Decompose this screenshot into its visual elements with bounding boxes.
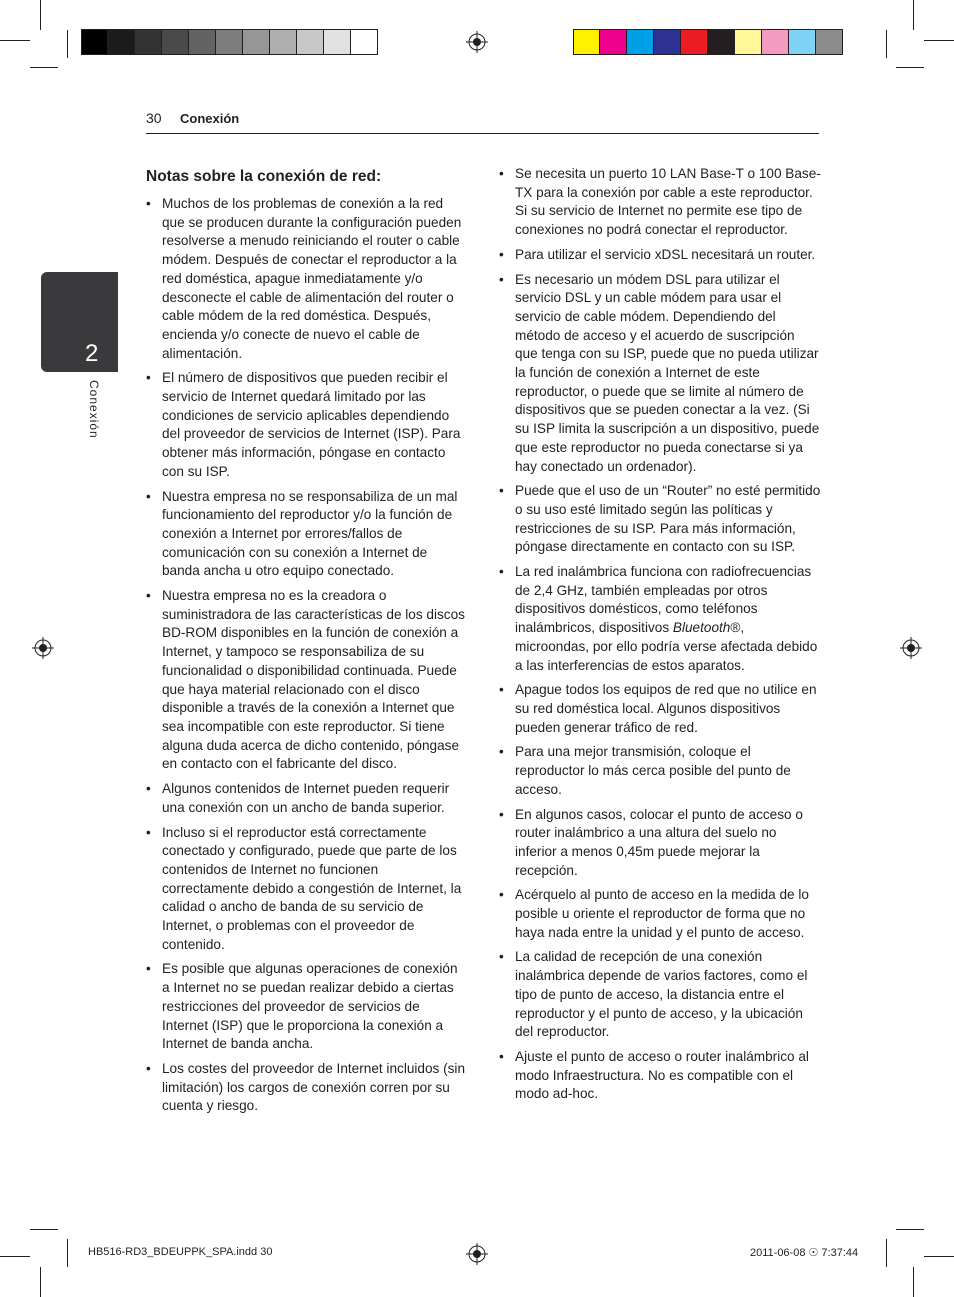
color-swatch (600, 29, 627, 55)
color-swatch (243, 29, 270, 55)
left-bullet-list (146, 195, 468, 1116)
chapter-number: 2 (85, 340, 99, 367)
section-title: Conexión (180, 111, 240, 126)
bullet-item: • Puede que el uso de un “Router” no esté permitido o su uso esté limitado según las políticas y restricciones de su ISP. Para más información, póngase directamente en contacto con su ISP. (499, 482, 821, 557)
registration-mark-icon (466, 31, 488, 53)
grayscale-color-bar (81, 29, 378, 55)
bullet-item: • Los costes del proveedor de Internet incluidos (sin limitación) los cargos de conexión corren por su cuenta y riesgo. (146, 1060, 468, 1116)
bullet-item: • Algunos contenidos de Internet pueden requerir una conexión con un ancho de banda superior. (146, 780, 468, 817)
chapter-tab (41, 272, 118, 372)
color-swatch (816, 29, 843, 55)
color-swatch (216, 29, 243, 55)
registration-mark-icon (466, 1243, 488, 1265)
bullet-item: • El número de dispositivos que pueden recibir el servicio de Internet quedará limitado por las condiciones de servicio aplicables dependiendo del proveedor de servicios de Internet (ISP). Para obtener más información, póngase en contacto con su ISP. (146, 369, 468, 481)
crop-mark (924, 40, 954, 41)
color-swatch (735, 29, 762, 55)
color-swatch (81, 29, 108, 55)
page-number: 30 (146, 110, 162, 126)
bullet-item: • Apague todos los equipos de red que no utilice en su red doméstica local. Algunos dispositivos pueden generar tráfico de red. (499, 681, 821, 737)
color-swatch (351, 29, 378, 55)
notes-heading: Notas sobre la conexión de red: (146, 168, 382, 185)
crop-mark (924, 1256, 954, 1257)
bullet-item: • Es necesario un módem DSL para utilizar el servicio DSL y un cable módem para usar el servicio de cable módem. Dependiendo del método de acceso y el acuerdo de suscripción que tenga con su ISP, puede que no pueda utilizar la función de conexión a Internet de este reproductor, o puede que se limite al número de dispositivos que se pueden conectar a la vez. (Si su ISP limita la suscripción a un dispositivo, puede que este reproductor no pueda conectarse si ya hay conectado un ordenador). (499, 271, 821, 477)
color-swatch (573, 29, 600, 55)
footer-filename: HB516-RD3_BDEUPPK_SPA.indd 30 (88, 1246, 273, 1258)
color-swatch (708, 29, 735, 55)
bullet-item: • Nuestra empresa no es la creadora o suministradora de las características de los discos BD-ROM disponibles en la función de conexión a Internet, y tampoco se responsabiliza de su funcionalidad o disponibilidad continuada. Puede que haya material relacionado con el disco disponible a través de la conexión a Internet que sea incompatible con este reproductor. Si tiene alguna duda acerca de dicho contenido, póngase en contacto con el fabricante del disco. (146, 587, 468, 774)
bullet-item: • Ajuste el punto de acceso o router inalámbrico al modo Infraestructura. No es compatible con el modo ad-hoc. (499, 1048, 821, 1104)
color-swatch (654, 29, 681, 55)
chapter-label: Conexión (87, 380, 101, 439)
crop-mark (30, 67, 58, 68)
bullet-item: • La calidad de recepción de una conexión inalámbrica depende de varios factores, como el tipo de punto de acceso, la distancia entre el reproductor y el punto de acceso, y la ubicación del reproductor. (499, 948, 821, 1042)
bullet-item: • Nuestra empresa no se responsabiliza de un mal funcionamiento del reproductor y/o la función de conexión a Internet por errores/fallos de comunicación con su conexión a Internet de banda ancha u otro equipo conectado. (146, 488, 468, 582)
right-column (499, 165, 821, 1110)
bullet-item: • Acérquelo al punto de acceso en la medida de lo posible u oriente el reproductor de forma que no haya nada entre la unidad y el punto de acceso. (499, 886, 821, 942)
bullet-item: • Muchos de los problemas de conexión a la red que se producen durante la configuración pueden resolverse a menudo reiniciando el router o cable módem. Después de conectar el reproductor a la red doméstica, apague inmediatamente y/o desconecte el cable de alimentación del router o cable módem de la red doméstica. Después, encienda y/o conecte de nuevo el cable de alimentación. (146, 195, 468, 363)
crop-mark (30, 1229, 58, 1230)
color-swatch (324, 29, 351, 55)
bullet-item: • Para utilizar el servicio xDSL necesitará un router. (499, 246, 821, 265)
color-swatch (189, 29, 216, 55)
color-swatch (135, 29, 162, 55)
cmyk-color-bar (573, 29, 843, 55)
bullet-item: • En algunos casos, colocar el punto de acceso o router inalámbrico a una altura del suelo no inferior a menos 0,45m puede mejorar la recepción. (499, 806, 821, 881)
crop-mark (886, 30, 887, 58)
color-swatch (681, 29, 708, 55)
bullet-item: • La red inalámbrica funciona con radiofrecuencias de 2,4 GHz, también empleadas por otros dispositivos domésticos, como teléfonos inalámbricos, dispositivos Bluetooth®, microondas, por ello podría verse afectada debido a las interferencias de estos aparatos. (499, 563, 821, 675)
crop-mark (0, 1256, 30, 1257)
registration-mark-icon (32, 637, 54, 659)
crop-mark (67, 1239, 68, 1267)
bullet-item: • Se necesita un puerto 10 LAN Base-T o 100 Base-TX para la conexión por cable a este reproductor. Si su servicio de Internet no permite ese tipo de conexiones no podrá conectar el reproductor. (499, 165, 821, 240)
crop-mark (896, 1229, 924, 1230)
bullet-item: • Incluso si el reproductor está correctamente conectado y configurado, puede que parte de los contenidos de Internet no funcionen correctamente debido a congestión de Internet, la calidad o ancho de banda de su servicio de Internet, o problemas con el proveedor de contenido. (146, 824, 468, 955)
color-swatch (162, 29, 189, 55)
color-swatch (627, 29, 654, 55)
color-swatch (762, 29, 789, 55)
right-bullet-list (499, 165, 821, 1104)
crop-mark (67, 30, 68, 58)
color-swatch (297, 29, 324, 55)
bullet-item: • Es posible que algunas operaciones de conexión a Internet no se puedan realizar debido a ciertas restricciones del proveedor de servicios de Internet (ISP) que le proporciona la conexión a Internet de banda ancha. (146, 960, 468, 1054)
crop-mark (0, 40, 30, 41)
color-swatch (789, 29, 816, 55)
header-divider (146, 133, 819, 134)
crop-mark (913, 0, 914, 30)
left-column (146, 167, 468, 1122)
crop-mark (886, 1239, 887, 1267)
registration-mark-icon (900, 637, 922, 659)
footer-timestamp: 2011-06-08 ☉ 7:37:44 (750, 1247, 859, 1259)
bullet-item: • Para una mejor transmisión, coloque el reproductor lo más cerca posible del punto de acceso. (499, 743, 821, 799)
color-swatch (108, 29, 135, 55)
crop-mark (40, 0, 41, 30)
crop-mark (913, 1267, 914, 1297)
crop-mark (40, 1267, 41, 1297)
color-swatch (270, 29, 297, 55)
crop-mark (896, 67, 924, 68)
